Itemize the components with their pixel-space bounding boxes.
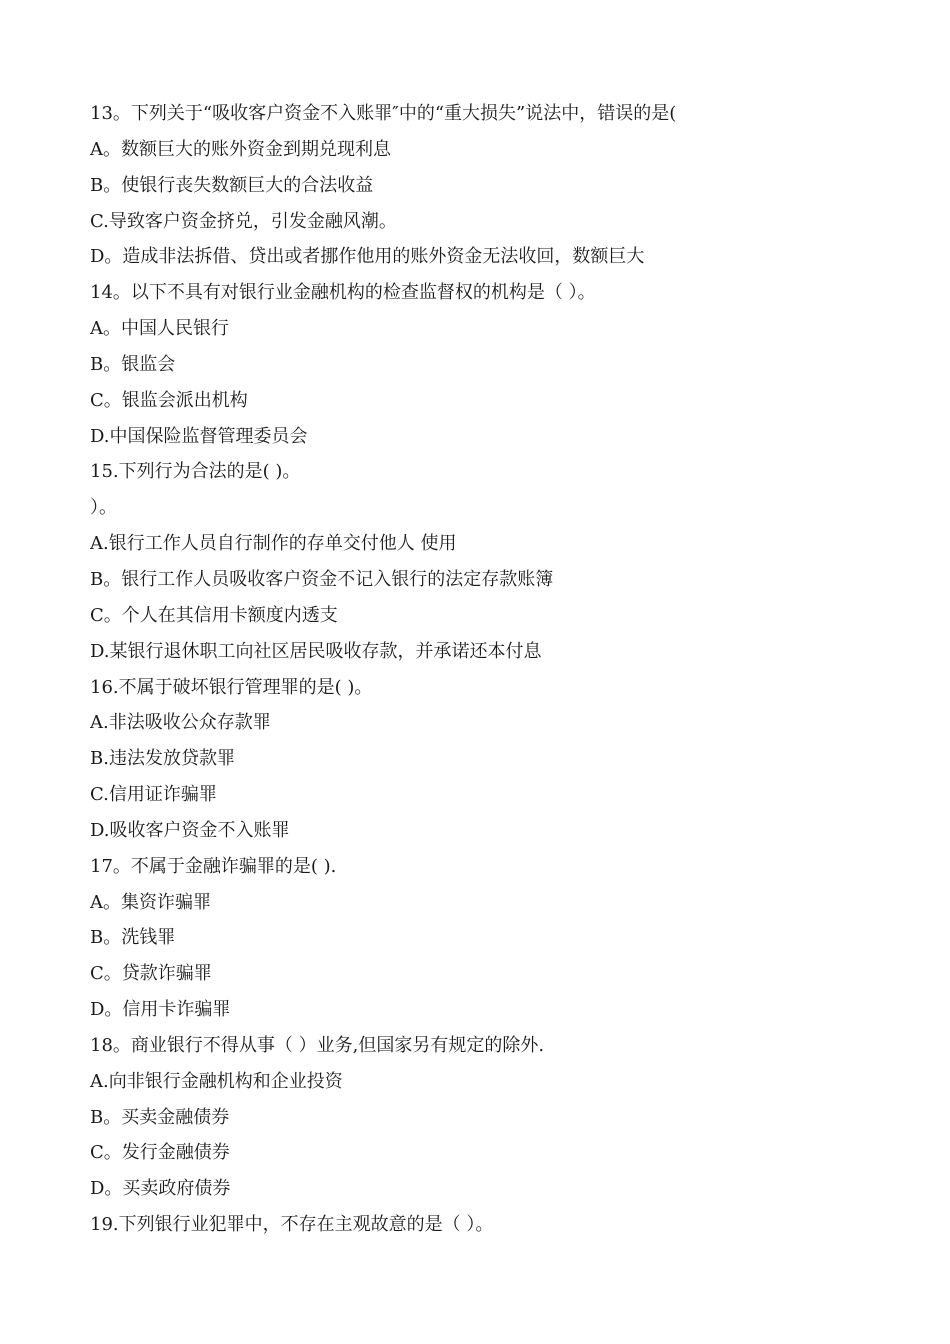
question-17-stem: 17。不属于金融诈骗罪的是( ). xyxy=(90,855,337,877)
question-13-stem: 13。下列关于“吸收客户资金不入账罪″中的“重大损失”说法中，错误的是( xyxy=(90,103,677,124)
question-16-option-c: C.信用证诈骗罪 xyxy=(90,784,217,806)
question-19-stem: 19.下列银行业犯罪中，不存在主观故意的是（ ）。 xyxy=(90,1214,494,1236)
question-15-option-c: C。个人在其信用卡额度内透支 xyxy=(90,604,338,626)
question-15-option-d: D.某银行退休职工向社区居民吸收存款，并承诺还本付息 xyxy=(90,640,542,662)
question-18-option-d: D。买卖政府债券 xyxy=(90,1178,231,1200)
question-16-option-d: D.吸收客户资金不入账罪 xyxy=(90,819,290,841)
question-16-option-a: A.非法吸收公众存款罪 xyxy=(90,712,271,734)
question-14-option-a: A。中国人民银行 xyxy=(90,318,229,340)
question-17-option-c: C。贷款诈骗罪 xyxy=(90,963,212,985)
question-18-option-c: C。发行金融债券 xyxy=(90,1142,230,1164)
question-14-option-b: B。银监会 xyxy=(90,353,176,375)
question-15-option-a: A.银行工作人员自行制作的存单交付他人 使用 xyxy=(90,533,457,555)
question-13-option-c: C.导致客户资金挤兑，引发金融风潮。 xyxy=(90,210,397,232)
question-15-stem: 15.下列行为合法的是( )。 xyxy=(90,461,301,483)
question-14-option-d: D.中国保险监督管理委员会 xyxy=(90,425,308,447)
question-13-option-a: A。数额巨大的账外资金到期兑现利息 xyxy=(90,138,391,160)
question-18-option-a: A.向非银行金融机构和企业投资 xyxy=(90,1070,343,1092)
question-17-option-b: B。洗钱罪 xyxy=(90,927,176,949)
question-15-option-b: B。银行工作人员吸收客户资金不记入银行的法定存款账簿 xyxy=(90,568,554,590)
question-16-stem: 16.不属于破坏银行管理罪的是( )。 xyxy=(90,676,373,698)
question-13-option-d: D。造成非法拆借、贷出或者挪作他用的账外资金无法收回，数额巨大 xyxy=(90,246,645,268)
question-15-stem-fragment: ）。 xyxy=(90,497,117,519)
question-18-option-b: B。买卖金融债券 xyxy=(90,1106,230,1128)
question-18-stem: 18。商业银行不得从事（ ）业务,但国家另有规定的除外. xyxy=(90,1034,545,1056)
question-17-option-a: A。集资诈骗罪 xyxy=(90,891,211,913)
question-17-option-d: D。信用卡诈骗罪 xyxy=(90,999,231,1021)
question-14-stem: 14。以下不具有对银行业金融机构的检查监督权的机构是（ ）。 xyxy=(90,282,596,304)
document-body xyxy=(90,96,920,1243)
question-13-option-b: B。使银行丧失数额巨大的合法收益 xyxy=(90,174,374,196)
question-14-option-c: C。银监会派出机构 xyxy=(90,389,248,411)
question-16-option-b: B.违法发放贷款罪 xyxy=(90,748,235,770)
